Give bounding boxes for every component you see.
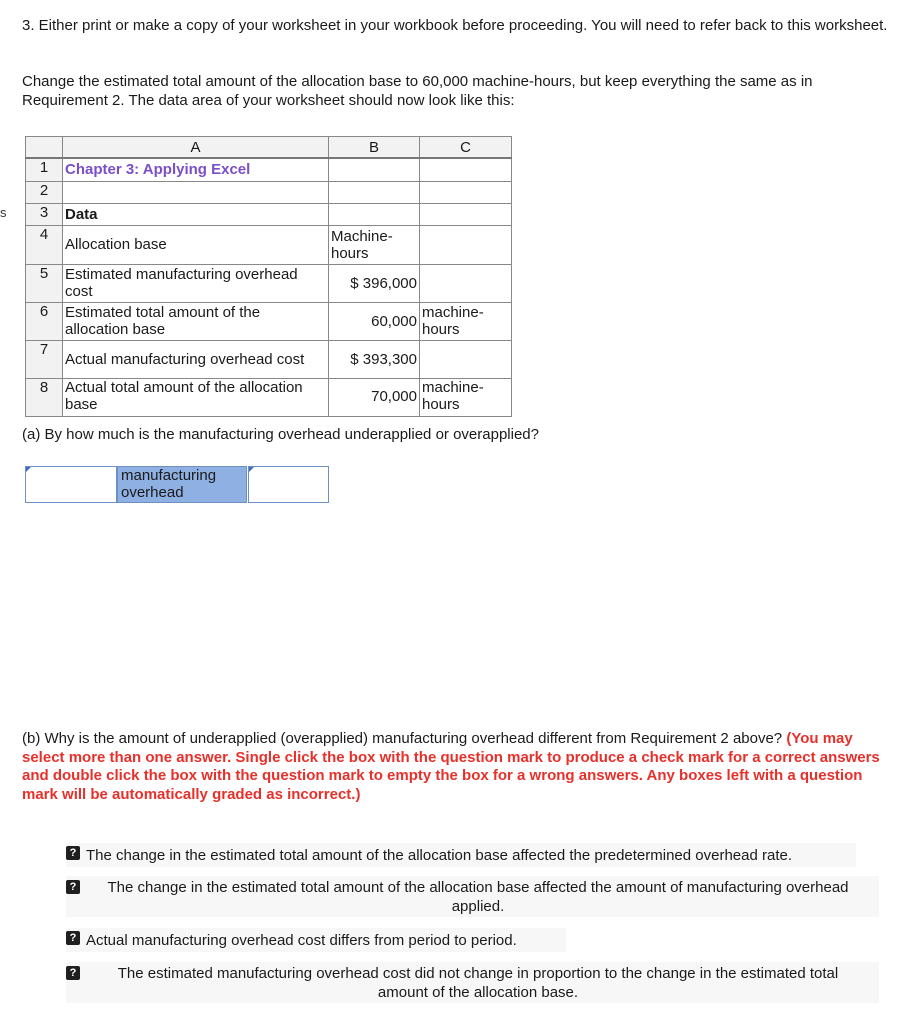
cell-c2 (420, 181, 512, 203)
cell-c7 (420, 340, 512, 378)
cell-c3 (420, 203, 512, 225)
spreadsheet (25, 136, 513, 413)
option-4-text: The estimated manufacturing overhead cost did not change in proportion to the change in the estimated total amount of the allocation base. (117, 965, 839, 1001)
cell-c4 (420, 225, 512, 264)
answer-option-3 (66, 928, 566, 952)
sheet-row (26, 181, 512, 203)
sheet-row (26, 203, 512, 225)
under-over-dropdown[interactable] (25, 466, 117, 503)
row-number: 2 (26, 181, 63, 203)
row-number: 1 (26, 158, 63, 181)
question-b-instructions: (You may select more than one answer. Single click the box with the question mark to produce a check mark for a correct answers and double click the box with the question mark to empty the box for a wrong answers. Any boxes left with a question mark will be automatically graded as incorrect.) (22, 730, 880, 803)
row-number: 7 (26, 340, 63, 378)
row-number: 6 (26, 302, 63, 340)
cell-c6: machine-hours (420, 302, 512, 340)
overhead-label-text: manufacturing overhead (121, 467, 217, 501)
row-number: 4 (26, 225, 63, 264)
cell-a5: Estimated manufacturing overhead cost (63, 264, 329, 302)
question-b-text: (b) Why is the amount of underapplied (overapplied) manufacturing overhead different from Requirement 2 above? (22, 730, 787, 747)
cell-b3 (329, 203, 420, 225)
sheet-row (26, 340, 512, 378)
answer-row-a (25, 466, 329, 503)
row-number: 3 (26, 203, 63, 225)
cell-c8: machine-hours (420, 378, 512, 416)
column-header-b: B (329, 137, 420, 159)
question-mark-checkbox-2[interactable]: ? (66, 880, 80, 894)
question-mark-checkbox-4[interactable]: ? (66, 966, 80, 980)
cell-a4: Allocation base (63, 225, 329, 264)
cell-a3: Data (63, 203, 329, 225)
cell-b7: $ 393,300 (329, 340, 420, 378)
sheet-row (26, 302, 512, 340)
option-3-text: Actual manufacturing overhead cost differs from period to period. (86, 932, 517, 949)
column-header-a: A (63, 137, 329, 159)
cell-b2 (329, 181, 420, 203)
cell-b1 (329, 158, 420, 181)
sheet-row (26, 378, 512, 416)
cell-c5 (420, 264, 512, 302)
answer-option-1 (66, 843, 856, 867)
overhead-label-select[interactable] (117, 466, 247, 503)
change-instruction: Change the estimated total amount of the allocation base to 60,000 machine-hours, but keep everything the same as in Requirement 2. The data area of your worksheet should now look like this: (22, 73, 813, 109)
cell-b4: Machine-hours (329, 225, 420, 264)
input-corner-icon (249, 467, 254, 472)
sheet-row (26, 225, 512, 264)
cell-a6: Estimated total amount of the allocation base (63, 302, 329, 340)
cell-a8: Actual total amount of the allocation base (63, 378, 329, 416)
amount-input[interactable] (248, 466, 329, 503)
row-number: 8 (26, 378, 63, 416)
option-2-text: The change in the estimated total amount of the allocation base affected the amount of manufacturing overhead applied. (107, 879, 849, 915)
row-number: 5 (26, 264, 63, 302)
sheet-row (26, 264, 512, 302)
question-mark-checkbox-1[interactable]: ? (66, 846, 80, 860)
column-header-c: C (420, 137, 512, 159)
dropdown-corner-icon (26, 467, 31, 472)
cell-a7: Actual manufacturing overhead cost (63, 340, 329, 378)
edge-artifact: s (0, 205, 7, 220)
cell-b8: 70,000 (329, 378, 420, 416)
cell-b6: 60,000 (329, 302, 420, 340)
sheet-title-cell: Chapter 3: Applying Excel (63, 158, 329, 181)
question-mark-checkbox-3[interactable]: ? (66, 931, 80, 945)
answer-option-4 (66, 962, 879, 1003)
step-3-instruction: 3. Either print or make a copy of your worksheet in your workbook before proceeding. You will need to refer back to this worksheet. (22, 17, 888, 34)
question-a-prompt: (a) By how much is the manufacturing overhead underapplied or overapplied? (22, 426, 539, 443)
option-1-text: The change in the estimated total amount of the allocation base affected the predetermined overhead rate. (86, 847, 793, 864)
answer-option-2 (66, 876, 879, 917)
corner-cell (26, 137, 63, 159)
column-header-row (26, 137, 512, 159)
cell-b5: $ 396,000 (329, 264, 420, 302)
question-b-prompt (22, 730, 892, 804)
sheet-row (26, 158, 512, 181)
cell-c1 (420, 158, 512, 181)
cell-a2 (63, 181, 329, 203)
